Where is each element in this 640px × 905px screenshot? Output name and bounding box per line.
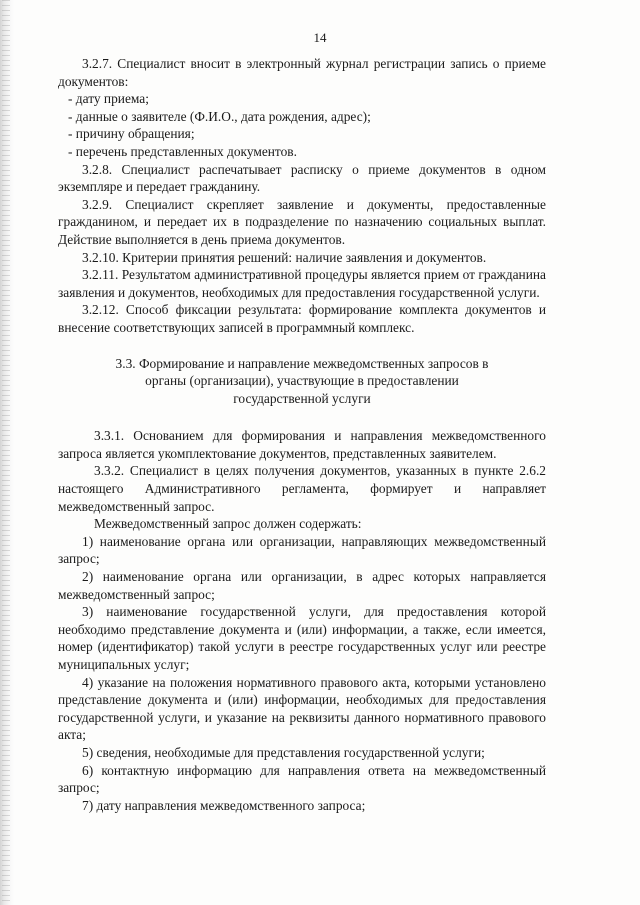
request-item-4: 4) указание на положения нормативного правового акта, которыми установлено представление документа и (или) информации, необходимых для предоставления государственной услуги, и указание на реквизиты данного нормативного правового акта; xyxy=(58,674,546,743)
request-item-7: 7) дату направления межведомственного запроса; xyxy=(82,797,366,813)
paragraph-3-3-1: 3.3.1. Основанием для формирования и направления межведомственного запроса является укомплектование документов, представленных заявителем. xyxy=(58,428,546,461)
heading-line: органы (организации), участвующие в предоставлении xyxy=(145,373,459,389)
request-item-6: 6) контактную информацию для направления ответа на межведомственный запрос; xyxy=(58,762,546,796)
request-item-5: 5) сведения, необходимые для представления государственной услуги; xyxy=(82,744,485,760)
paragraph-3-3-2: 3.3.2. Специалист в целях получения документов, указанных в пункте 2.6.2 настоящего Административного регламента, формирует и направляет межведомственный запрос. xyxy=(58,463,546,514)
paragraph-3-2-8: 3.2.8. Специалист распечатывает расписку о приеме документов в одном экземпляре и передает гражданину. xyxy=(58,161,546,195)
request-item-1: 1) наименование органа или организации, направляющих межведомственный запрос; xyxy=(58,533,546,567)
paragraph-3-2-11: 3.2.11. Результатом административной процедуры является прием от гражданина заявления и документов, необходимых для предоставления государственной услуги. xyxy=(58,267,546,300)
heading-line: государственной услуги xyxy=(233,390,371,406)
paragraph-3-2-9: 3.2.9. Специалист скрепляет заявление и документы, предоставленные гражданином, и передает их в подразделение по назначению социальных выплат. Действие выполняется в день приема документов. xyxy=(58,196,546,247)
list-item: - дату приема; xyxy=(68,91,149,107)
scan-edge-noise xyxy=(2,0,10,905)
page-number: 14 xyxy=(313,30,327,45)
document-body xyxy=(58,55,546,814)
list-item: - причину обращения; xyxy=(68,126,195,142)
paragraph-3-2-12: 3.2.12. Способ фиксации результата: формирование комплекта документов и внесение соответствующих записей в программный комплекс. xyxy=(58,302,546,335)
section-heading-3-3 xyxy=(98,355,506,408)
paragraph-3-2-10: 3.2.10. Критерии принятия решений: наличие заявления и документов. xyxy=(82,249,487,265)
paragraph-3-2-7: 3.2.7. Специалист вносит в электронный журнал регистрации запись о приеме документов: xyxy=(58,56,546,89)
request-item-3: 3) наименование государственной услуги, для предоставления которой необходимо представление документа и (или) информации, а также, если имеется, номер (идентификатор) такой услуги в реестре государственных услуг или реестре муниципальных услуг; xyxy=(58,604,546,672)
list-item: - данные о заявителе (Ф.И.О., дата рождения, адрес); xyxy=(68,108,371,124)
request-intro: Межведомственный запрос должен содержать: xyxy=(94,516,362,532)
request-item-2: 2) наименование органа или организации, в адрес которых направляется межведомственный запрос; xyxy=(58,569,546,602)
heading-line: 3.3. Формирование и направление межведомственных запросов в xyxy=(115,355,489,371)
list-item: - перечень представленных документов. xyxy=(68,143,297,159)
